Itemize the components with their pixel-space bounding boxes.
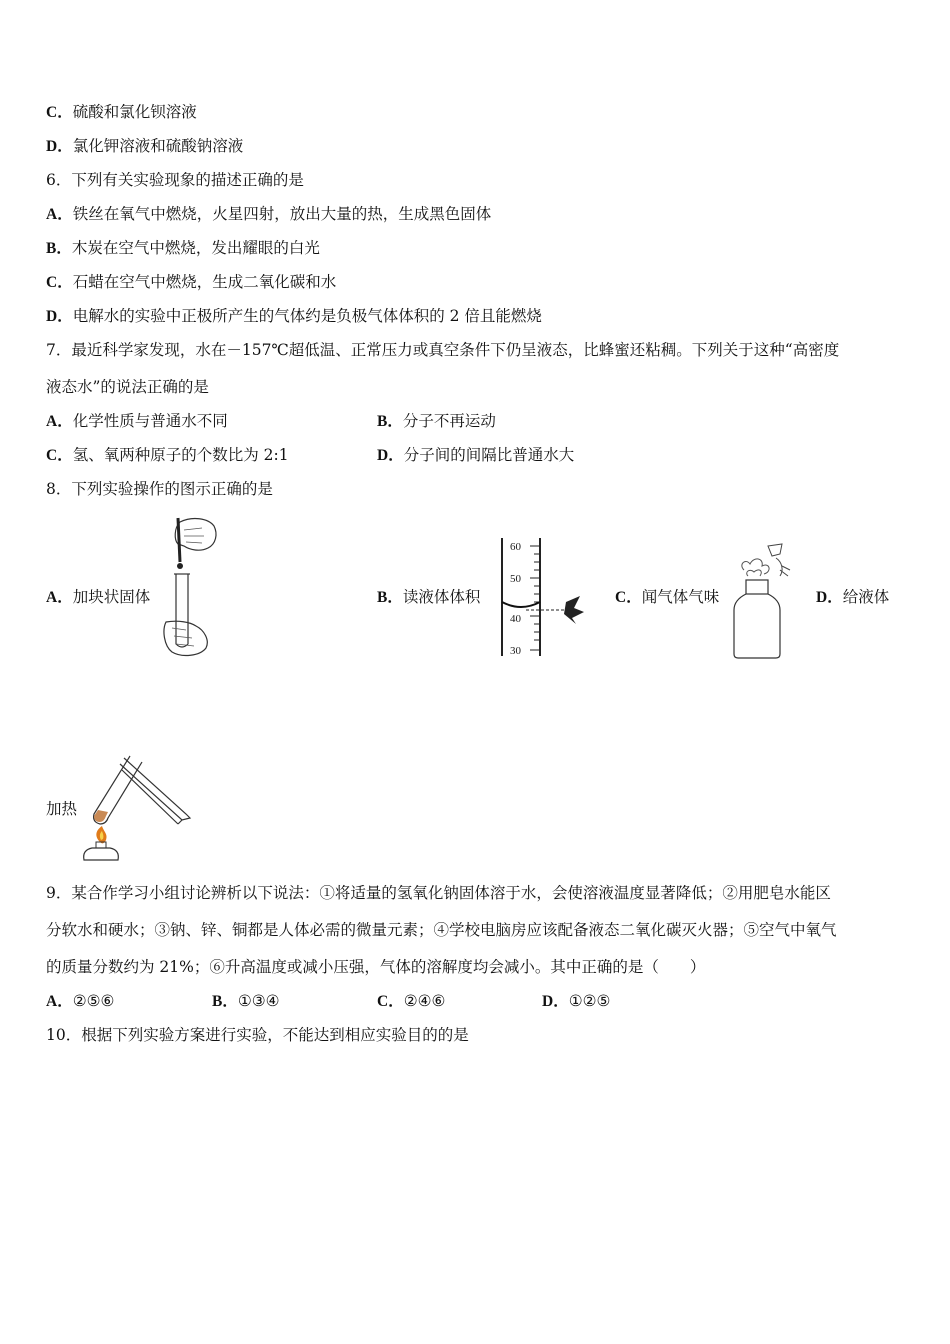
q9-option-d: D．①②⑤ — [542, 992, 611, 1010]
q9-option-a: A．②⑤⑥ — [46, 992, 115, 1010]
q6-option-d: D．电解水的实验中正极所产生的气体约是负极气体体积的 2 倍且能燃烧 — [46, 307, 542, 325]
q6-option-b: B．木炭在空气中燃烧，发出耀眼的白光 — [46, 239, 320, 257]
q5-option-d: D．氯化钾溶液和硫酸钠溶液 — [46, 137, 244, 155]
q7-option-a: A．化学性质与普通水不同 — [46, 412, 228, 430]
q6-option-c: C．石蜡在空气中燃烧，生成二氧化碳和水 — [46, 273, 337, 291]
cylinder-tick-60: 60 — [510, 541, 521, 553]
q9-stem-line1: 9．某合作学习小组讨论辨析以下说法：①将适量的氢氧化钠固体溶于水，会使溶液温度显著降低；②用肥皂水能区 — [46, 884, 831, 902]
q8-stem: 8．下列实验操作的图示正确的是 — [46, 480, 273, 498]
q6-stem: 6．下列有关实验现象的描述正确的是 — [46, 171, 304, 189]
cylinder-tick-40: 40 — [510, 613, 521, 625]
q5-option-c: C．硫酸和氯化钡溶液 — [46, 103, 197, 121]
figure-smell-gas — [728, 540, 798, 662]
figure-heat-liquid — [78, 748, 194, 864]
figure-graduated-cylinder — [496, 534, 588, 660]
q6-option-a: A．铁丝在氧气中燃烧，火星四射，放出大量的热，生成黑色固体 — [46, 205, 492, 223]
q8-option-d-continued: 加热 — [46, 800, 78, 818]
q9-stem-line2: 分软水和硬水；③钠、锌、铜都是人体必需的微量元素；④学校电脑房应该配备液态二氧化碳灭火器；⑤空气中氧气 — [46, 921, 837, 939]
q7-stem-line1: 7．最近科学家发现，水在－157℃超低温、正常压力或真空条件下仍呈液态，比蜂蜜还粘稠。下列关于这种“高密度 — [46, 341, 840, 359]
q7-stem-line2: 液态水”的说法正确的是 — [46, 378, 209, 396]
cylinder-tick-30: 30 — [510, 645, 521, 657]
figure-add-solid — [158, 516, 220, 658]
q8-option-a: A．加块状固体 — [46, 588, 151, 606]
q9-option-c: C．②④⑥ — [377, 992, 446, 1010]
cylinder-tick-50: 50 — [510, 573, 521, 585]
q10-stem: 10．根据下列实验方案进行实验，不能达到相应实验目的的是 — [46, 1026, 469, 1044]
q9-option-b: B．①③④ — [212, 992, 280, 1010]
q8-option-d: D．给液体 — [816, 588, 890, 606]
q8-option-b: B．读液体体积 — [377, 588, 481, 606]
q8-option-c: C．闻气体气味 — [615, 588, 720, 606]
q9-stem-line3: 的质量分数约为 21%；⑥升高温度或减小压强，气体的溶解度均会减小。其中正确的是（ ） — [46, 958, 706, 976]
q7-option-c: C．氢、氧两种原子的个数比为 2:1 — [46, 446, 289, 464]
q7-option-d: D．分子间的间隔比普通水大 — [377, 446, 575, 464]
q7-option-b: B．分子不再运动 — [377, 412, 496, 430]
